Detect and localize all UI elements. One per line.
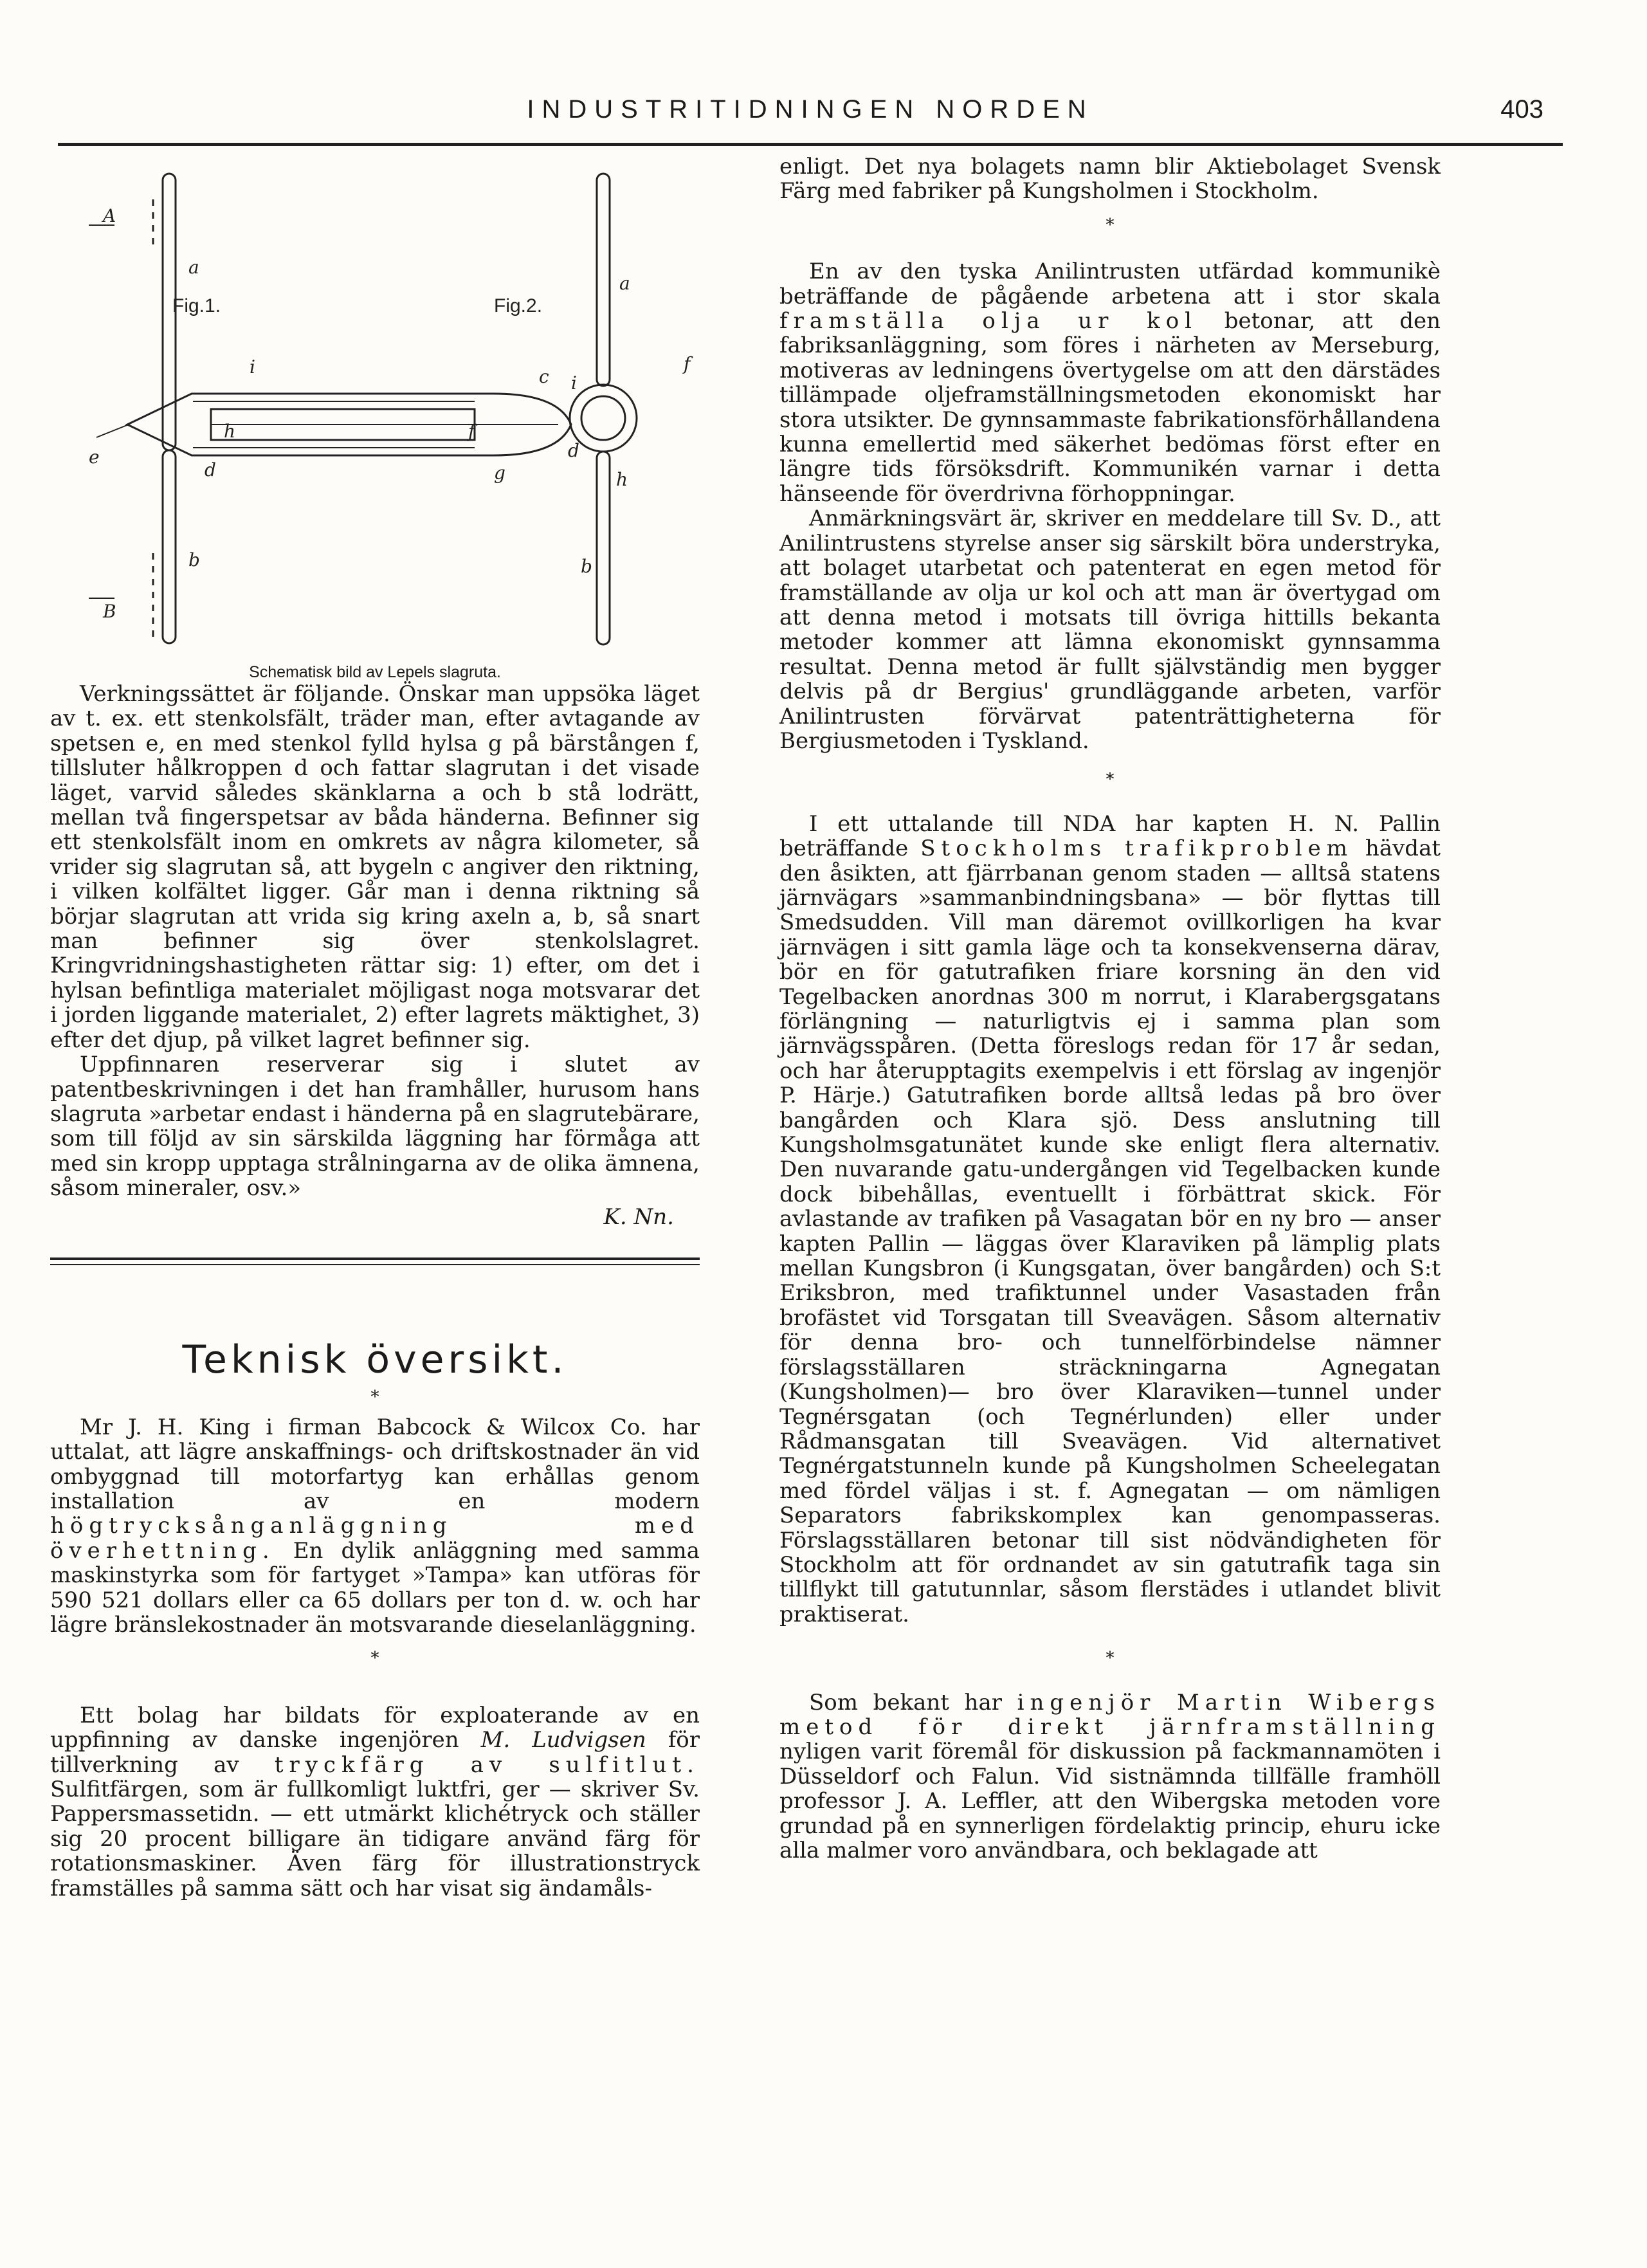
spaced-emphasis: tryckfärg av sulfitlut. [274, 1751, 700, 1778]
shank-b [163, 450, 176, 643]
text-run: betonar, att den fabriksanläggning, som föres i närheten av Merseburg, motiveras av ledningens övertygelse om att den därstädes tillämpade oljeframställningsmetoden ekonomiskt har stora utsikter. De gynnsammaste fabrikationsförhållandena kunna emellertid med säkerhet bedömas först efter en längre tids försöksdrift. Kommunikén varnar i detta hänseende för överdrivna förhoppningar. [779, 308, 1441, 507]
fig2-ring-inner [581, 396, 625, 440]
text-run: I ett uttalande till NDA har kapten H. N. Pallin beträffande [779, 810, 1441, 862]
fig2-label-a: a [619, 273, 630, 294]
right-paragraph-1: enligt. Det nya bolagets namn blir Aktiebolaget Svensk Färg med fabriker på Kungsholmen i Stockholm. [779, 154, 1441, 205]
text-run: nyligen varit föremål för diskussion på fackmannamöten i Düsseldorf och Falun. Vid sistnämnda tillfälle framhöll professor J. A. Leffler, att den Wibergska metoden vore grundad på en synnerligen fördelaktig princip, ehuru icke alla malmer voro användbara, och beklagade att [779, 1739, 1441, 1863]
label-A: A [103, 205, 116, 226]
label-b: b [188, 549, 200, 571]
journal-title: INDUSTRITIDNINGEN NORDEN [527, 95, 1094, 123]
label-h: h [224, 421, 236, 442]
text-run: Som bekant har [809, 1689, 1002, 1715]
separator-star: * [1106, 215, 1115, 235]
right-column [779, 154, 1441, 1863]
fig2-label: Fig.2. [494, 295, 543, 316]
left-column [50, 154, 700, 1901]
fig2-label-i: i [571, 372, 577, 394]
inventor-name: M. Ludvigsen [480, 1727, 646, 1753]
tip-e [96, 425, 129, 437]
separator-star: * [1106, 770, 1115, 790]
label-e: e [89, 446, 100, 468]
fig2-label-f: f [684, 353, 691, 374]
fig2-shank-b [597, 452, 610, 645]
left-paragraph-1: Verkningssättet är följande. Önskar man uppsöka läget av t. ex. ett stenkolsfält, träder man, efter avtagande av spetsen e, en med stenkol fylld hylsa g på bärstången f, tillsluter hålkroppen d och fattar slagrutan i det visade läget, varvid således skänklarna a och b stå lodrätt, mellan två fingerspetsar av båda händerna. Befinner sig ett stenkolsfält inom en omkrets av några kilometer, så vrider sig slagrutan så, att bygeln c angiver den riktning, i vilken kolfältet ligger. Går man i denna riktning så börjar slagrutan att vrida sig kring axeln a, b, så snart man befinner sig över stenkolslagret. Kringvridningshastigheten rättar sig: 1) efter, om det i hylsan befintliga materialet möjligast noga motsvarar det i jorden liggande materialet, 2) efter lagrets mäktighet, 3) efter det djup, på vilket lagret befinner sig. [50, 681, 700, 1053]
text-run: hävdat den åsikten, att fjärrbanan genom staden — alltså statens järnvägars »sammanbindningsbana» — bör flyttas till Smedsudden. Vill man däremot ovillkorligen ha kvar järnvägen i sitt gamla läge och ta konsekvenserna därav, bör en för gatutrafiken friare korsning än den vid Tegelbacken anordnas 300 m norrut, i Klarabergsgatans förlängning — naturligtvis ej i samma plan som järnvägsspåren. (Detta föreslogs redan för 17 år sedan, och har återupptagits exempelvis i ett förslag av ingenjör P. Härje.) Gatutrafiken borde alltså ledas på bro över bangården och Klara sjö. Dess anslutning till Kungsholmsgatunätet kunde ske enligt flera alternativ. Den nuvarande gatu-undergången vid Tegelbacken kunde dock bibehållas, eventuellt i förbättrat skick. För avlastande av trafiken på Vasagatan bör en ny bro — anser kapten Pallin — läggas över Klaraviken på lämplig plats mellan Kungsbron (i Kungsgatan, över bangården) och S:t Eriksbron, med trafiktunnel under Vasastaden från brofästet vid Torsgatan till Sveavägen. Såsom alternativ för denna bro- och tunnelförbindelse nämner förslagsställaren sträckningarna Agnegatan (Kungsholmen)— bro över Klaraviken—tunnel under Tegnérsgatan (och Tegnérlunden) eller under Rådmansgatan till Sveavägen. Vid alternativet Tegnérgatstunneln kunde på Kungsholmen Scheelegatan med fördel väljas i st. f. Agnegatan — om nämligen Separators fabrikskomplex kan genompasseras. Förslagsställaren betonar till sist nödvändigheten för Stockholm att för ordnandet av sin gatutrafik taga sin tillflykt till gatutunnlar, såsom flerstädes i utlandet blivit praktiserat. [779, 836, 1441, 1627]
spaced-emphasis: framställa olja ur kol [779, 308, 1198, 334]
separator-star: * [370, 1387, 379, 1407]
fig2-label-d: d [568, 440, 579, 461]
label-i: i [250, 356, 255, 378]
signature: K. Nn. [603, 1203, 674, 1230]
label-d: d [205, 459, 216, 480]
label-B: B [103, 601, 116, 622]
left-paragraph-2: Uppfinnaren reserverar sig i slutet av patentbeskrivningen i det han framhåller, hurusom hans slagruta »arbetar endast i händerna på en slagrutebärare, som till följd av sin särskilda läggning har förmåga att med sin kropp upptaga strålningarna av de olika ämnena, såsom mineraler, osv.» [50, 1052, 700, 1202]
right-paragraph-4 [779, 812, 1441, 1627]
separator-star: * [370, 1649, 379, 1669]
label-a: a [188, 257, 199, 278]
spaced-emphasis: ingenjör Martin Wibergs metod för direkt järnframställning [779, 1689, 1441, 1740]
left-paragraph-4 [50, 1703, 700, 1901]
text-run: En dylik anläggning med samma maskinstyrka som för fartyget »Tampa» kan utföras för 590 521 dollars eller ca 65 dollars per ton d. w. och har lägre bränslekostnader än motsvarande dieselanläggning. [50, 1537, 700, 1638]
right-paragraph-2 [779, 259, 1441, 506]
text-run: Sulfitfärgen, som är fullkomligt luktfri, ger — skriver Sv. Pappersmassetidn. — ett utmärkt klichétryck och ställer sig 20 procent billigare än tidigare använd färg för rotationsmaskiner. Även färg för illustrationstryck framställes på samma sätt och har visat sig ändamåls- [50, 1777, 700, 1901]
label-f: f [468, 421, 475, 442]
figure-caption: Schematisk bild av Lepels slagruta. [249, 663, 501, 681]
label-c: c [539, 366, 549, 387]
separator-star: * [1106, 1649, 1115, 1669]
text-run: för tillverkning av [50, 1727, 700, 1778]
page-number: 403 [1500, 95, 1543, 123]
section-title: Teknisk översikt. [182, 1337, 568, 1382]
fig2-shank-a [597, 174, 610, 386]
slagruta-diagram [50, 154, 700, 656]
text-run: Ett bolag har bildats för exploaterande av en uppfinning av danske ingenjören [50, 1702, 700, 1753]
label-g: g [494, 462, 505, 484]
spaced-emphasis: högtrycksånganläggning med överhettning. [50, 1513, 700, 1564]
figure-lepels-slagruta [50, 154, 700, 682]
section-divider [50, 1257, 700, 1265]
text-run: En av den tyska Anilintrusten utfärdad kommunikè beträffande de pågående arbetena att i stor skala [779, 259, 1441, 309]
right-paragraph-3: Anmärkningsvärt är, skriver en meddelare till Sv. D., att Anilintrustens styrelse anser sig särskilt böra understryka, att bolaget utarbetat och patenterat en egen metod för framställande av olja ur kol och att man är övertygad om att denna metod i motsats till övriga hittills bekanta metoder kommer att lämna ekonomiskt gynnsamma resultat. Denna metod är fullt självständig men bygger delvis på dr Bergius' grundläggande arbeten, varför Anilintrusten förvärvat patenträttigheterna för Bergiusmetoden i Tyskland. [779, 506, 1441, 754]
running-header [58, 91, 1563, 146]
left-paragraph-3 [50, 1415, 700, 1638]
text-run: Mr J. H. King i firman Babcock & Wilcox Co. har uttalat, att lägre anskaffnings- och driftskostnader än vid ombyggnad till motorfartyg kan erhållas genom installation av en modern [50, 1414, 700, 1514]
fig2-label-h: h [616, 469, 628, 490]
spaced-emphasis: Stockholms trafikproblem [920, 836, 1353, 862]
fig1-label: Fig.1. [172, 295, 221, 316]
fig2-ring-outer [570, 385, 637, 452]
right-paragraph-5 [779, 1690, 1441, 1863]
fig2-label-b: b [581, 556, 592, 577]
